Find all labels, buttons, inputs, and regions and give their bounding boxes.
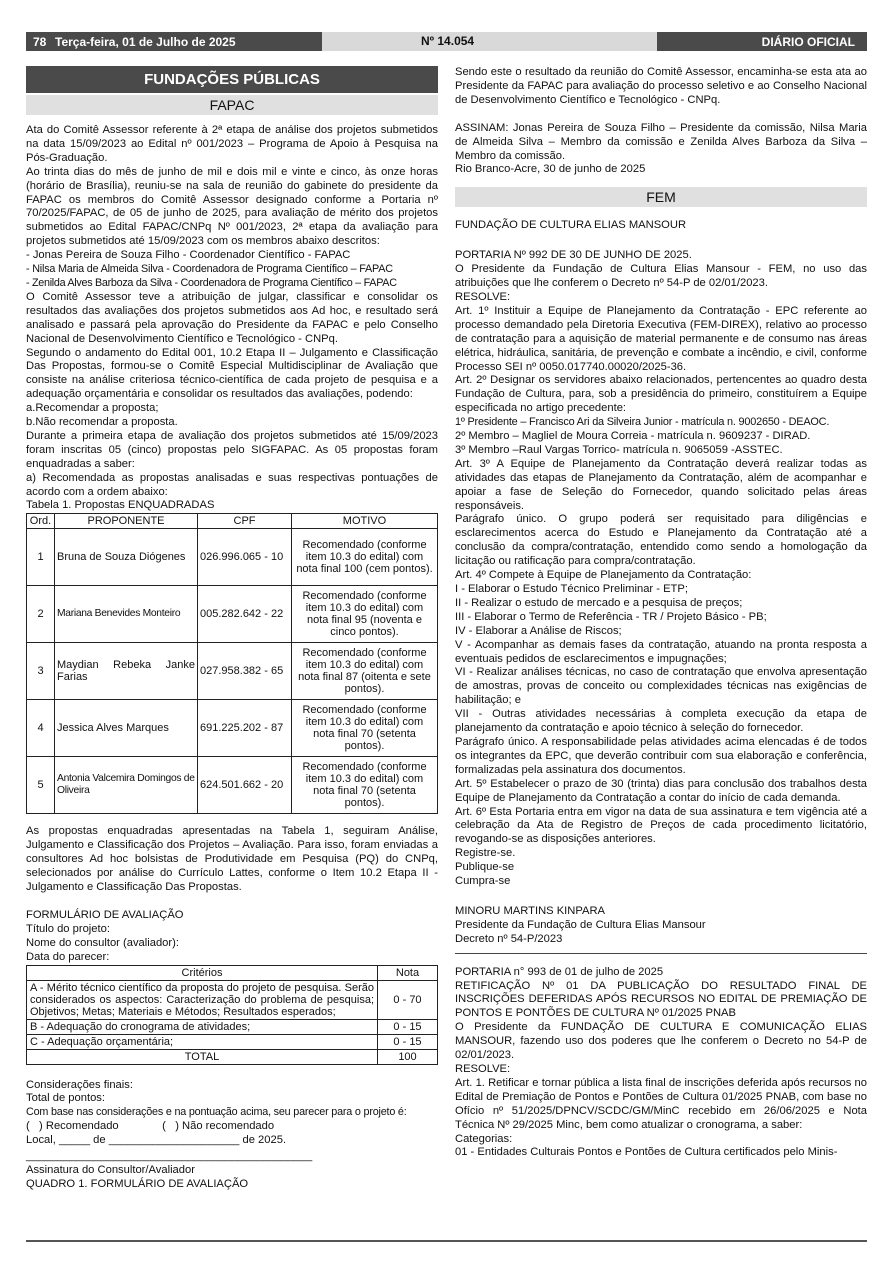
form-line: QUADRO 1. FORMULÁRIO DE AVALIAÇÃO [26, 1177, 249, 1190]
table-header-cell: MOTIVO [292, 514, 438, 529]
table-header-cell: CPF [198, 514, 292, 529]
paragraph: Categorias: [455, 1132, 513, 1145]
paragraph: Durante a primeira etapa de avaliação dos projetos submetidos até 15/09/2023 foram inscritas 05 (cinco) propostas pelo SIGFAPAC. As 05 propostas foram enquadradas a saber: [26, 429, 438, 470]
cell-motivo: Recomendado (conforme item 10.3 do edital) com nota final 100 (cem pontos). [292, 529, 438, 586]
form-line: ( ) Recomendado ( ) Não recomendado [26, 1120, 275, 1133]
paragraph: O Presidente da FUNDAÇÃO DE CULTURA E COMUNICAÇÃO ELIAS MANSOUR, fazendo uso dos poderes que lhe conferem o Decreto no 54-P de 02/01/2023. [455, 1021, 867, 1062]
paragraph: RESOLVE: [455, 290, 511, 303]
table-header-cell: PROPONENTE [55, 514, 198, 529]
form-line: Data do parecer: [26, 950, 110, 963]
form-line: Considerações finais: [26, 1078, 133, 1091]
left-column [26, 66, 438, 1192]
paragraph: RESOLVE: [455, 1063, 511, 1075]
table-row [27, 1034, 438, 1049]
paragraph: O Presidente da Fundação de Cultura Elias Mansour - FEM, no uso das atribuições que lhe conferem o Decreto nº 54-P de 02/01/2023. [455, 263, 867, 290]
table-row [27, 643, 438, 700]
paragraph: 2º Membro – Magliel de Moura Correia - matrícula n. 9609237 - DIRAD. [455, 430, 811, 443]
cell-name: Antonia Valcemira Domingos de Oliveira [55, 757, 198, 814]
form-line: Total de pontos: [26, 1092, 105, 1105]
paragraph: ASSINAM: Jonas Pereira de Souza Filho – Presidente da comissão, Nilsa Maria de Almeida Silva – Membro da comissão e Zenilda Alves Barboza da Silva – Membro da comissão. [455, 121, 867, 162]
section-divider [455, 953, 867, 954]
paragraph: Parágrafo único. A responsabilidade pelas atividades acima elencadas é de todos os integrantes da EPC, que deverão contribuir com sua elaboração e conferência, formalizadas pela assinatura dos documentos. [455, 735, 867, 776]
cell-criterion: B - Adequação do cronograma de atividades; [27, 1019, 378, 1034]
form-line: Assinatura do Consultor/Avaliador [26, 1163, 195, 1176]
paragraph: Art. 4º Compete à Equipe de Planejamento da Contratação: [455, 569, 752, 582]
cell-criterion: A - Mérito técnico científico da proposta do projeto de pesquisa. Serão considerados os aspectos: Caracterização do problema de pesquisa; Objetivos; Metas; Materiais e Métodos; Resultados esperados; [27, 980, 378, 1019]
paragraph: Art. 3º A Equipe de Planejamento da Contratação deverá realizar todas as atividades das etapas de Planejamento da Contratação, além de acompanhar e apoiar a fase de Seleção do Fornecedor, quando solicitado pelas áreas responsáveis. [455, 457, 867, 512]
paragraph: Registre-se. [455, 847, 516, 860]
paragraph: RETIFICAÇÃO Nº 01 DA PUBLICAÇÃO DO RESULTADO FINAL DE INSCRIÇÕES DEFERIDAS APÓS RECURSOS NO EDITAL DE PREMIAÇÃO DE PONTOS E PONTÕES DE CULTURA Nº 01/2025 PNAB [455, 979, 867, 1020]
table-header-row [27, 965, 438, 980]
table-caption: Tabela 1. Propostas ENQUADRADAS [26, 499, 215, 512]
paragraph: 3º Membro –Raul Vargas Torrico- matrícula n. 9065059 -ASSTEC. [455, 443, 783, 456]
form-line: Nome do consultor (avaliador): [26, 936, 179, 949]
cell-cpf: 624.501.662 - 20 [198, 757, 292, 814]
table-row [27, 700, 438, 757]
paragraph: Art. 6º Esta Portaria entra em vigor na data de sua assinatura e tem vigência até a celebração da Ata de Registro de Preços de cada procedimento licitatório, revogando-se as disposições anteriores. [455, 805, 867, 846]
cell-cpf: 691.225.202 - 87 [198, 700, 292, 757]
cell-cpf: 026.996.065 - 10 [198, 529, 292, 586]
form-title: FORMULÁRIO DE AVALIAÇÃO [26, 908, 184, 921]
table-header-cell: Ord. [27, 514, 55, 529]
table-row [27, 1049, 438, 1064]
page-number: 78 [33, 35, 47, 49]
paragraph: O Comitê Assessor teve a atribuição de julgar, classificar e consolidar os resultados das avaliações dos projetos submetidos aos Ad hoc, e resultado será analisado e passará pela aprovação do Presidente da FAPAC e pelo Conselho Nacional de Desenvolvimento Científico e Tecnológico - CNPq. [26, 290, 438, 345]
form-line: Com base nas considerações e na pontuação acima, seu parecer para o projeto é: [26, 1106, 407, 1119]
header-date: Terça-feira, 01 de Julho de 2025 [55, 35, 236, 49]
table-header-cell: Critérios [27, 965, 378, 980]
paragraph: Art. 5º Estabelecer o prazo de 30 (trinta) dias para conclusão dos trabalhos desta Equipe de Planejamento da Contratação a contar do início de cada demanda. [455, 777, 867, 804]
cell-cpf: 005.282.642 - 22 [198, 586, 292, 643]
paragraph: Art. 1. Retificar e tornar pública a lista final de inscrições deferida após recursos no Edital de Premiação de Pontos e Pontões de Cultura 01/2025 PNAB, com base no Ofício nº 51/2025/DPNCV/SCDC/GM/MinC recebido em 26/06/2025 e Nota Técnica Nº 29/2025 Minc, bem como atualizar o cronograma, a saber: [455, 1076, 867, 1131]
signatory-decree: Decreto nº 54-P/2023 [455, 932, 563, 945]
cell-motivo: Recomendado (conforme item 10.3 do edital) com nota final 70 (setenta pontos). [292, 700, 438, 757]
paragraph: PORTARIA n° 993 de 01 de julho de 2025 [455, 965, 664, 978]
page-footer-rule [26, 1240, 867, 1242]
cell-ord: 3 [27, 643, 55, 700]
paragraph: VI - Realizar análises técnicas, no caso de contratação que envolva apresentação de amostras, provas de conceito ou complexidades técnicas nas exigências de habilitação; e [455, 666, 867, 707]
option-line: a.Recomendar a proposta; [26, 402, 159, 415]
table-row [27, 980, 438, 1019]
paragraph: VII - Outras atividades necessárias à completa execução da etapa de planejamento da contratação e apoio técnico à seleção do fornecedor. [455, 708, 867, 735]
paragraph: I - Elaborar o Estudo Técnico Preliminar - ETP; [455, 583, 688, 595]
option-line: b.Não recomendar a proposta. [26, 416, 178, 429]
paragraph: Parágrafo único. O grupo poderá ser requisitado para diligências e esclarecimentos acerca do Estudo e Planejamento da Contratação até a conclusão da compra/contratação, entendido como sendo a homologação da licitação ou ratificação para compra/contratação. [455, 513, 867, 568]
paragraph: As propostas enquadradas apresentadas na Tabela 1, seguiram Análise, Julgamento e Classificação dos Projetos – Avaliação. Para isso, foram enviadas a consultores Ad hoc bolsistas de Produtividade em Pesquisa (PQ) do CNPq, selecionados por análise do Currículo Lattes, conforme o Item 10.2 Etapa II - Julgamento e Classificação Das Propostas. [26, 825, 438, 893]
signatory-title: Presidente da Fundação de Cultura Elias Mansour [455, 918, 706, 931]
paragraph: Ata do Comitê Assessor referente à 2ª etapa de análise dos projetos submetidos na data 15/09/2023 ao Edital nº 001/2023 – Programa de Apoio à Pesquisa na Pós-Graduação. [26, 124, 438, 164]
cell-motivo: Recomendado (conforme item 10.3 do edital) com nota final 95 (noventa e cinco pontos). [292, 586, 438, 643]
paragraph: Segundo o andamento do Edital 001, 10.2 Etapa II – Julgamento e Classificação Das Propostas, formou-se o Comitê Especial Multidisciplinar de Avaliação que consiste na análise criteriosa técnico-científica de cada projeto de pesquisa e a adequação orçamentária e consolidar os resultados das avaliações, podendo: [26, 346, 438, 401]
cell-criterion: C - Adequação orçamentária; [27, 1034, 378, 1049]
paragraph: PORTARIA Nº 992 DE 30 DE JUNHO DE 2025. [455, 249, 692, 262]
cell-score: 0 - 15 [378, 1034, 438, 1049]
paragraph: Publique-se [455, 861, 515, 874]
paragraph: FUNDAÇÃO DE CULTURA ELIAS MANSOUR [455, 219, 687, 232]
cell-ord: 2 [27, 586, 55, 643]
table-header-cell: Nota [378, 965, 438, 980]
table-header-row [27, 514, 438, 529]
cell-ord: 4 [27, 700, 55, 757]
section-subtitle: FEM [455, 187, 867, 207]
paragraph: Rio Branco-Acre, 30 de junho de 2025 [455, 163, 646, 176]
table-row [27, 586, 438, 643]
paragraph: Ao trinta dias do mês de junho de mil e dois mil e vinte e cinco, às onze horas (horário de Brasília), reuniu-se na sala de reunião do gabinete do presidente da FAPAC os membros do Comitê Assessor designado conforme a Portaria nº 70/2025/FAPAC, de 05 de junho de 2025, para avaliação de mérito dos projetos submetidos ao Edital FAPAC/CNPq Nº 001/2023, 2ª etapa da avaliação para projetos submetidos até 15/09/2023 com os membros abaixo descritos: [26, 165, 438, 248]
paragraph: V - Acompanhar as demais fases da contratação, atuando na pronta resposta a eventuais pedidos de esclarecimentos e impugnações; [455, 638, 867, 665]
proposals-table [26, 513, 438, 814]
right-column [455, 66, 867, 1160]
cell-ord: 1 [27, 529, 55, 586]
paragraph: Cumpra-se [455, 875, 511, 888]
paragraph: Art. 1º Instituir a Equipe de Planejamento da Contratação - EPC referente ao processo demandado pela Diretoria Executiva (FEM-DIREX), relativo ao processo de contratação para a aquisição de material permanente e de consumo nas áreas elétrica, hidráulica, sanitária, de prevenção e combate a incêndio, e civil, conforme Processo SEI nº 0050.017740.00020/2025-36. [455, 304, 867, 373]
paragraph: IV - Elaborar a Análise de Riscos; [455, 624, 622, 637]
paragraph: III - Elaborar o Termo de Referência - TR / Projeto Básico - PB; [455, 610, 767, 623]
cell-motivo: Recomendado (conforme item 10.3 do edital) com nota final 70 (setenta pontos). [292, 757, 438, 814]
paragraph: a) Recomendada as propostas analisadas e suas respectivas pontuações de acordo com a ordem abaixo: [26, 471, 438, 498]
cell-name: Maydian Rebeka Janke Farias [55, 643, 198, 700]
issue-number: Nº 14.054 [421, 34, 475, 48]
cell-score: 0 - 70 [378, 980, 438, 1019]
cell-total-label: TOTAL [27, 1049, 378, 1064]
paragraph: Sendo este o resultado da reunião do Comitê Assessor, encaminha-se esta ata ao Presidente da FAPAC para avaliação do processo seletivo e ao Conselho Nacional de Desenvolvimento Científico e Tecnológico - CNPq. [455, 66, 867, 106]
criteria-table [26, 965, 438, 1065]
cell-motivo: Recomendado (conforme item 10.3 do edital) com nota final 87 (oitenta e sete pontos). [292, 643, 438, 700]
cell-total-value: 100 [378, 1049, 438, 1064]
section-band: FUNDAÇÕES PÚBLICAS [26, 66, 438, 93]
cell-cpf: 027.958.382 - 65 [198, 643, 292, 700]
paragraph: 1º Presidente – Francisco Ari da Silveira Junior - matrícula n. 9002650 - DEAOC. [455, 416, 830, 429]
table-row [27, 529, 438, 586]
member-line: - Nilsa Maria de Almeida Silva - Coordenadora de Programa Científico – FAPAC [26, 263, 393, 276]
paragraph: Art. 2º Designar os servidores abaixo relacionados, pertencentes ao quadro desta Fundação de Cultura, para, sob a presidência do primeiro, constituírem a Equipe especificada no artigo precedente: [455, 374, 867, 415]
paragraph: 01 - Entidades Culturais Pontos e Pontões de Cultura certificados pelo Minis- [455, 1146, 838, 1159]
member-line: - Jonas Pereira de Souza Filho - Coordenador Científico - FAPAC [26, 249, 351, 262]
form-line: Título do projeto: [26, 922, 110, 935]
page-header [26, 32, 867, 51]
signatory-name: MINORU MARTINS KINPARA [455, 904, 606, 917]
cell-name: Mariana Benevides Monteiro [55, 586, 198, 643]
cell-name: Bruna de Souza Diógenes [55, 529, 198, 586]
member-line: - Zenilda Alves Barboza da Silva - Coordenadora de Programa Científico – FAPAC [26, 276, 397, 289]
signature-line: ______________________________________________ [26, 1150, 313, 1163]
cell-score: 0 - 15 [378, 1019, 438, 1034]
section-subtitle: FAPAC [26, 95, 438, 115]
cell-name: Jessica Alves Marques [55, 700, 198, 757]
form-line: Local, _____ de _____________________ de 2025. [26, 1134, 287, 1147]
cell-ord: 5 [27, 757, 55, 814]
table-row [27, 757, 438, 814]
table-row [27, 1019, 438, 1034]
journal-name: DIÁRIO OFICIAL [761, 35, 855, 49]
paragraph: II - Realizar o estudo de mercado e a pesquisa de preços; [455, 596, 743, 609]
